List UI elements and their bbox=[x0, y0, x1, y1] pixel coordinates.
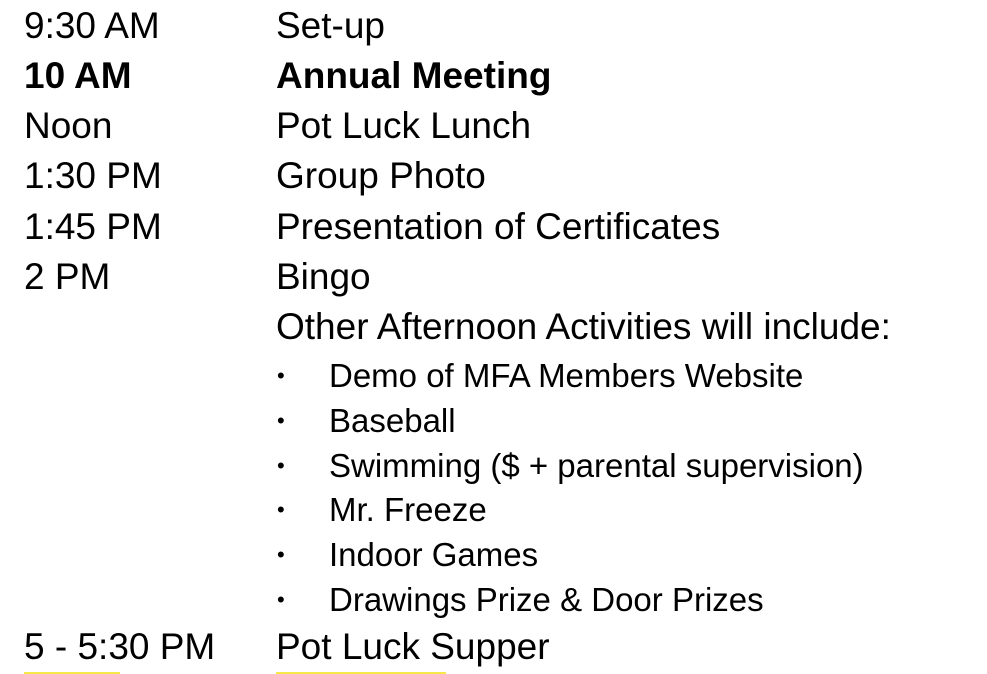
schedule-time: 5 - 5:30 PM bbox=[24, 626, 216, 667]
bullet-icon: • bbox=[277, 453, 285, 478]
schedule-row bbox=[0, 252, 987, 302]
list-item bbox=[0, 353, 987, 398]
bullet-icon: • bbox=[277, 363, 285, 388]
schedule-row-activities-intro bbox=[0, 302, 987, 352]
activity-label: Swimming ($ + parental supervision) bbox=[329, 447, 864, 484]
schedule-event: Presentation of Certificates bbox=[276, 206, 721, 247]
activity-label: Mr. Freeze bbox=[329, 491, 487, 528]
schedule-row bbox=[0, 101, 987, 151]
schedule-event: Bingo bbox=[276, 256, 371, 297]
schedule-event: Set-up bbox=[276, 5, 386, 46]
activity-label: Indoor Games bbox=[329, 536, 539, 573]
activity-label: Demo of MFA Members Website bbox=[329, 357, 804, 394]
schedule-event: Pot Luck Supper bbox=[276, 626, 550, 667]
schedule-time: 10 AM bbox=[24, 55, 132, 96]
schedule-time: 2 PM bbox=[24, 256, 111, 297]
bullet-icon: • bbox=[277, 587, 285, 612]
list-item bbox=[0, 487, 987, 532]
bullet-icon: • bbox=[277, 408, 285, 433]
schedule-event: Annual Meeting bbox=[276, 55, 552, 96]
activities-intro: Other Afternoon Activities will include: bbox=[276, 306, 891, 347]
schedule-time: Noon bbox=[24, 105, 113, 146]
bullet-icon: • bbox=[277, 542, 285, 567]
bullet-icon: • bbox=[277, 497, 285, 522]
schedule-row bbox=[0, 202, 987, 252]
activity-label: Baseball bbox=[329, 402, 456, 439]
schedule-event: Pot Luck Lunch bbox=[276, 105, 532, 146]
activity-label: Drawings Prize & Door Prizes bbox=[329, 581, 764, 618]
list-item bbox=[0, 577, 987, 622]
schedule-row-highlighted bbox=[0, 51, 987, 101]
list-item bbox=[0, 443, 987, 488]
schedule-time: 9:30 AM bbox=[24, 5, 160, 46]
list-item bbox=[0, 532, 987, 577]
schedule-time: 1:30 PM bbox=[24, 155, 162, 196]
schedule-row-final bbox=[0, 622, 987, 672]
schedule-time: 1:45 PM bbox=[24, 206, 162, 247]
list-item bbox=[0, 398, 987, 443]
schedule-row bbox=[0, 151, 987, 201]
schedule-row bbox=[0, 1, 987, 51]
schedule-event: Group Photo bbox=[276, 155, 486, 196]
